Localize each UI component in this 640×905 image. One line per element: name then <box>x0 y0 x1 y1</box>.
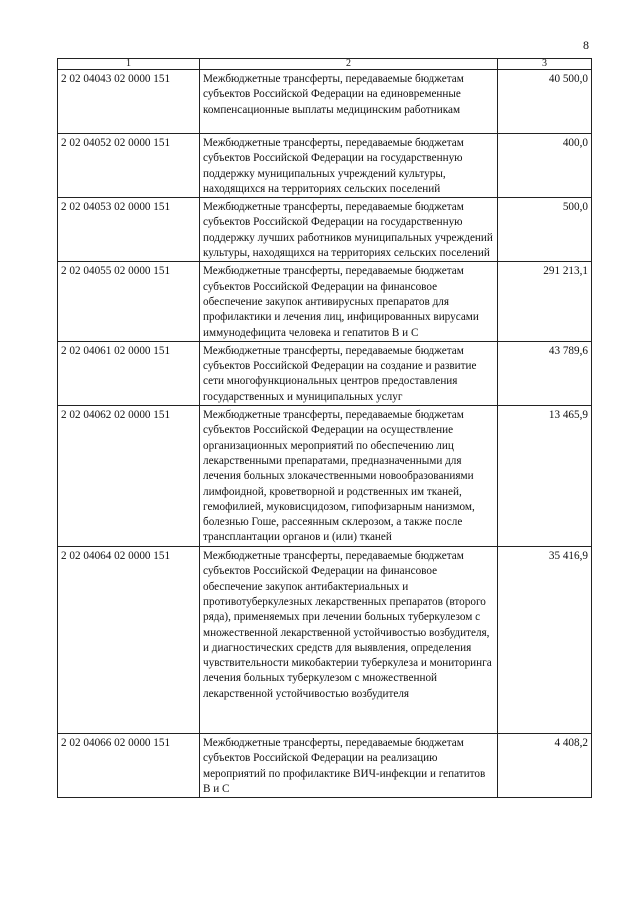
transfer-description: Межбюджетные трансферты, передаваемые бюджетам субъектов Российской Федерации на единовременные компенсационные выплаты медицинским работникам <box>200 70 498 134</box>
budget-code: 2 02 04053 02 0000 151 <box>58 198 200 262</box>
budget-code: 2 02 04064 02 0000 151 <box>58 547 200 734</box>
amount-value: 4 408,2 <box>498 734 592 798</box>
column-header-2: 2 <box>200 59 498 70</box>
column-header-1: 1 <box>58 59 200 70</box>
transfer-description: Межбюджетные трансферты, передаваемые бюджетам субъектов Российской Федерации на реализацию мероприятий по профилактике ВИЧ-инфекции и гепатитов В и С <box>200 734 498 798</box>
transfer-description: Межбюджетные трансферты, передаваемые бюджетам субъектов Российской Федерации на государственную поддержку лучших работников муниципальных учреждений культуры, находящихся на территориях сельских поселений <box>200 198 498 262</box>
table-header-row <box>58 59 592 70</box>
column-header-3: 3 <box>498 59 592 70</box>
transfer-description: Межбюджетные трансферты, передаваемые бюджетам субъектов Российской Федерации на государственную поддержку муниципальных учреждений культуры, находящихся на территориях сельских поселений <box>200 134 498 198</box>
amount-value: 500,0 <box>498 198 592 262</box>
budget-code: 2 02 04055 02 0000 151 <box>58 262 200 341</box>
amount-value: 35 416,9 <box>498 547 592 734</box>
table-row <box>58 341 592 405</box>
table-row <box>58 198 592 262</box>
amount-value: 13 465,9 <box>498 406 592 547</box>
budget-table <box>57 58 592 798</box>
transfer-description: Межбюджетные трансферты, передаваемые бюджетам субъектов Российской Федерации на осуществление организационных мероприятий по обеспечению лиц лекарственными препаратами, предназначенными для лечения больных злокачественными новообразованиями лимфоидной, кроветворной и родственных им тканей, гемофилией, муковисцидозом, гипофизарным нанизмом, болезнью Гоше, рассеянным склерозом, а также после трансплантации органов и (или) тканей <box>200 406 498 547</box>
page-number: 8 <box>583 38 589 52</box>
table-row <box>58 547 592 734</box>
budget-code: 2 02 04043 02 0000 151 <box>58 70 200 134</box>
budget-code: 2 02 04052 02 0000 151 <box>58 134 200 198</box>
budget-code: 2 02 04061 02 0000 151 <box>58 341 200 405</box>
table-row <box>58 262 592 341</box>
transfer-description: Межбюджетные трансферты, передаваемые бюджетам субъектов Российской Федерации на создание и развитие сети многофункциональных центров предоставления государственных и муниципальных услуг <box>200 341 498 405</box>
table-row <box>58 70 592 134</box>
amount-value: 291 213,1 <box>498 262 592 341</box>
table-row <box>58 734 592 798</box>
budget-code: 2 02 04066 02 0000 151 <box>58 734 200 798</box>
amount-value: 43 789,6 <box>498 341 592 405</box>
table-row <box>58 406 592 547</box>
transfer-description: Межбюджетные трансферты, передаваемые бюджетам субъектов Российской Федерации на финансовое обеспечение закупок антибактериальных и противотуберкулезных лекарственных препаратов (второго ряда), применяемых при лечении больных туберкулезом с множественной лекарственной устойчивостью возбудителя, и диагностических средств для выявления, определения чувствительности микобактерии туберкулеза и мониторинга лечения больных туберкулезом с множественной лекарственной устойчивостью возбудителя <box>200 547 498 734</box>
amount-value: 400,0 <box>498 134 592 198</box>
transfer-description: Межбюджетные трансферты, передаваемые бюджетам субъектов Российской Федерации на финансовое обеспечение закупок антивирусных препаратов для профилактики и лечения лиц, инфицированных вирусами иммунодефицита человека и гепатитов В и С <box>200 262 498 341</box>
budget-code: 2 02 04062 02 0000 151 <box>58 406 200 547</box>
amount-value: 40 500,0 <box>498 70 592 134</box>
table-row <box>58 134 592 198</box>
